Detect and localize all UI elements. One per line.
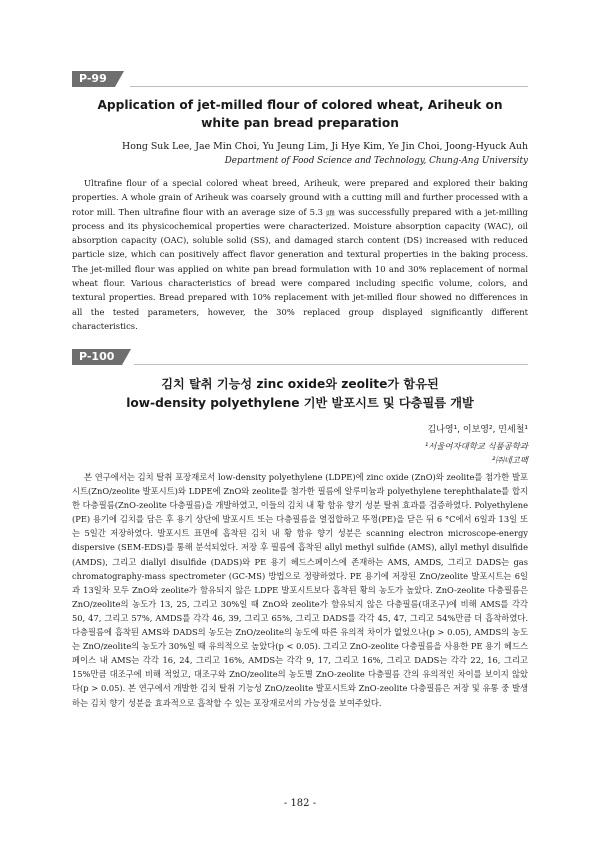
entry-authors-p99: Hong Suk Lee, Jae Min Choi, Yu Jeung Lim, Ji Hye Kim, Ye Jin Choi, Joong-Hyuck Auh bbox=[122, 141, 528, 152]
badge-underline bbox=[130, 86, 528, 87]
entry-badge-p100: P-100 bbox=[72, 349, 122, 365]
page-number: - 182 - bbox=[283, 798, 317, 809]
title-line-2: white pan bread preparation bbox=[201, 116, 399, 130]
entry-title-p100 bbox=[60, 375, 540, 413]
title-line-1: Application of jet-milled flour of colored wheat, Ariheuk on bbox=[97, 98, 503, 112]
entry-badge-p99: P-99 bbox=[72, 71, 115, 87]
entry-affiliation-1-p100: ¹서울여자대학교 식품공학과 bbox=[424, 441, 528, 451]
title-line-2: low-density polyethylene 기반 발포시트 및 다층필름 개발 bbox=[126, 396, 474, 410]
entry-affiliation-2-p100: ²㈜네고팩 bbox=[491, 455, 528, 465]
entry-affiliation-p99: Department of Food Science and Technology, Chung-Ang University bbox=[224, 156, 528, 166]
badge-underline bbox=[134, 364, 528, 365]
entry-abstract-p100: 본 연구에서는 김치 탈취 포장재로서 low-density polyethylene (LDPE)에 zinc oxide (ZnO)와 zeolite를 첨가한 발포시트(ZnO/zeolite 발포시트)와 LDPE에 ZnO와 zeolite를 첨가한 필름에 알루미늄과 polyethylene terephthalate를 합지한 다층필름(ZnO-zeolite 다층필름)을 개발하였고, 이들의 김치 내 황 함유 향기 성분 탈취 효과를 검증하였다. Polyethylene (PE) 용기에 김치를 담은 후 용기 상단에 발포시트 또는 다층필름을 열접합하고 뚜껑(PE)을 닫은 뒤 6 °C에서 6일과 13일 또는 5일간 저장하였다. 발포시트 표면에 흡착된 김치 내 황 함유 향기 성분은 scanning electron microscope-energy dispersive (SEM-EDS)를 통해 분석되었다. 저장 후 필름에 흡착된 allyl methyl sulfide (AMS), allyl methyl disulfide (AMDS), 그리고 diallyl disulfide (DADS)와 PE 용기 헤드스페이스에 존재하는 AMS, AMDS, 그리고 DADS는 gas chromatography-mass spectrometer (GC-MS) 방법으로 정량하였다. PE 용기에 저장된 ZnO/zeolite 발포시트는 6일과 13일차 모두 ZnO와 zeolite가 함유되지 않은 LDPE 발포시트보다 흡착된 황의 농도가 높았다. ZnO-zeolite 다층필름은 ZnO/zeolite의 농도가 13, 25, 그리고 30%일 때 ZnO와 zeolite가 함유되지 않은 다층필름(대조구)에 비해 AMS를 각각 50, 47, 그리고 57%, AMDS를 각각 46, 39, 그리고 65%, 그리고 DADS를 각각 45, 47, 그리고 54%만큼 더 흡착하였다. 다층필름에 흡착된 AMS와 DADS의 농도는 ZnO/zeolite의 농도에 따른 유의적 차이가 없었으나(p > 0.05), AMDS의 농도는 ZnO/zeolite의 농도가 30%일 때 유의적으로 높았다(p < 0.05). 그리고 ZnO-zeolite 다층필름을 사용한 PE 용기 헤드스페이스 내 AMS는 각각 16, 24, 그리고 16%, AMDS는 각각 9, 17, 그리고 16%, 그리고 DADS는 각각 22, 16, 그리고 15%만큼 대조구에 비해 적었고, 대조구와 ZnO/zeolite의 농도별 ZnO-zeolite 다층필름 간의 유의적인 차이를 보이지 않았다(p > 0.05). 본 연구에서 개발한 김치 탈취 기능성 ZnO/zeolite 발포시트와 ZnO-zeolite 다층필름은 저장 및 유통 중 발생하는 김치 향기 성분을 효과적으로 흡착할 수 있는 포장재로서의 가능성을 보여주었다. bbox=[72, 472, 528, 708]
entry-authors-p100: 김나영¹, 이보영², 민세철¹ bbox=[427, 425, 528, 435]
title-line-1: 김치 탈취 기능성 zinc oxide와 zeolite가 함유된 bbox=[161, 377, 439, 391]
entry-title-p99 bbox=[60, 96, 540, 132]
entry-abstract-p99: Ultrafine flour of a special colored wheat breed, Ariheuk, were prepared and explored their baking properties. A whole grain of Ariheuk was coarsely ground with a cutting mill and further processed with a rotor mill. Then ultrafine flour with an average size of 5.3 ㎛ was successfully prepared with a jet-milling process and its physicochemical properties were characterized. Moisture absorption capacity (WAC), oil absorption capacity (OAC), soluble solid (SS), and damaged starch content (DS) increased with reduced particle size, which can positively affect flavor generation and textural properties in the baking process. The jet-milled flour was applied on white pan bread formulation with 10 and 30% replacement of normal wheat flour. Various characteristics of bread were compared including specific volume, colors, and textural properties. Bread prepared with 10% replacement with jet-milled flour showed no differences in all the tested parameters, however, the 30% replaced group displayed significantly different characteristics. bbox=[72, 178, 528, 331]
